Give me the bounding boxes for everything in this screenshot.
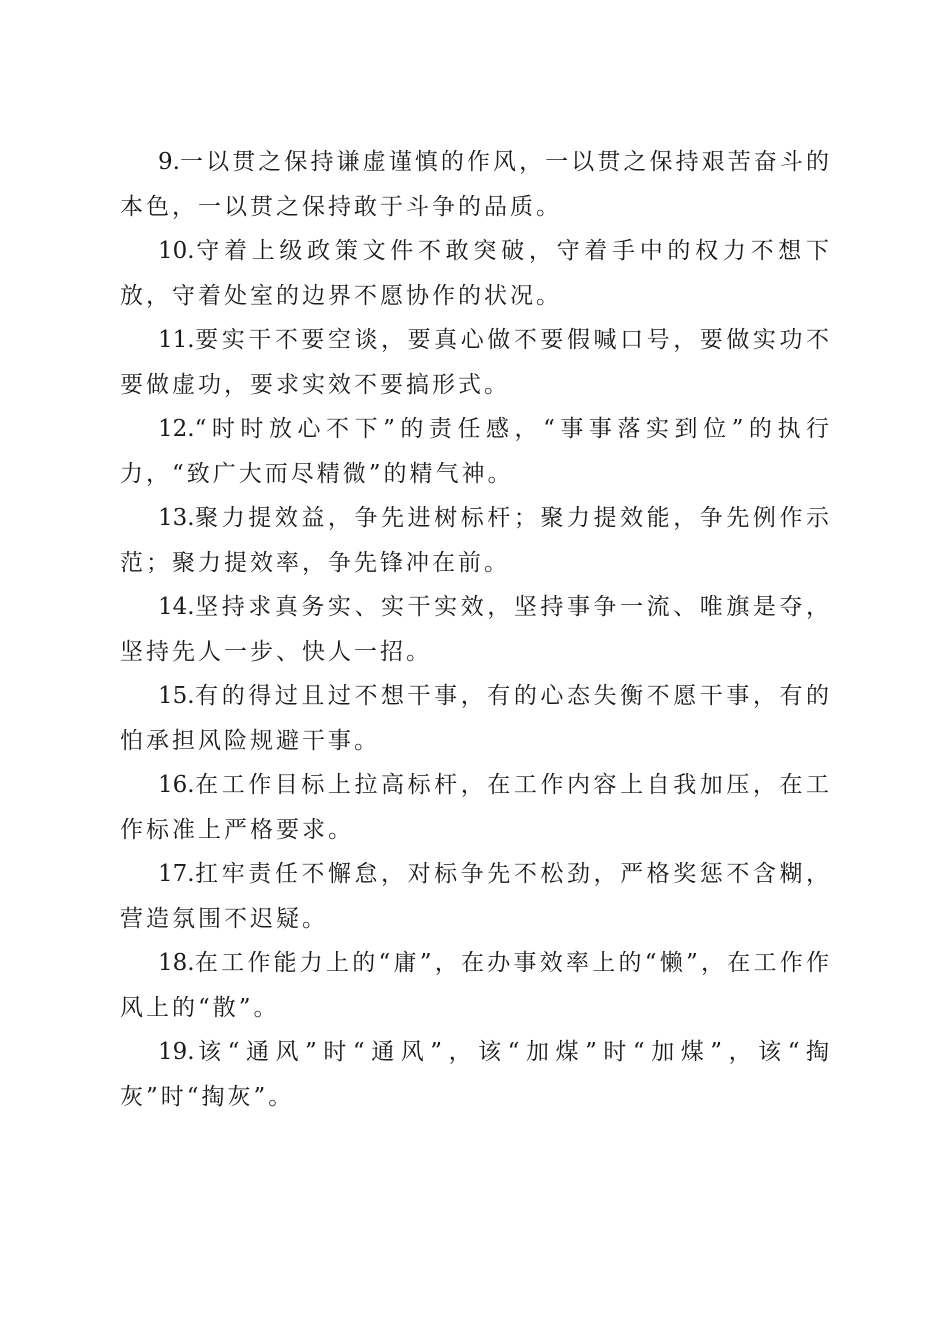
- item-number: 18.: [158, 950, 195, 976]
- list-item: [120, 140, 832, 229]
- list-item: [120, 941, 832, 1030]
- item-text: 该“通风”时“通风”，该“加煤”时“加煤”，该“掏灰”时“掏灰”。: [120, 1039, 832, 1110]
- item-text: 在工作能力上的“庸”，在办事效率上的“懒”，在工作作风上的“散”。: [120, 950, 832, 1021]
- item-text: “时时放心不下”的责任感，“事事落实到位”的执行力，“致广大而尽精微”的精气神。: [120, 416, 832, 487]
- item-text: 聚力提效益，争先进树标杆；聚力提效能，争先例作示范；聚力提效率，争先锋冲在前。: [120, 505, 832, 576]
- item-text: 一以贯之保持谦虚谨慎的作风，一以贯之保持艰苦奋斗的本色，一以贯之保持敢于斗争的品质。: [120, 149, 832, 220]
- list-item: [120, 1030, 832, 1119]
- list-item: [120, 585, 832, 674]
- list-item: [120, 496, 832, 585]
- item-text: 要实干不要空谈，要真心做不要假喊口号，要做实功不要做虚功，要求实效不要搞形式。: [120, 327, 832, 398]
- item-number: 15.: [158, 683, 195, 709]
- list-item: [120, 229, 832, 318]
- document-body: [120, 140, 832, 1119]
- item-number: 14.: [158, 594, 195, 620]
- item-text: 有的得过且过不想干事，有的心态失衡不愿干事，有的怕承担风险规避干事。: [120, 683, 832, 754]
- list-item: [120, 852, 832, 941]
- item-number: 10.: [158, 238, 195, 264]
- list-item: [120, 674, 832, 763]
- list-item: [120, 763, 832, 852]
- item-number: 13.: [158, 505, 195, 531]
- item-number: 19.: [158, 1039, 195, 1065]
- item-text: 扛牢责任不懈怠，对标争先不松劲，严格奖惩不含糊，营造氛围不迟疑。: [120, 861, 832, 932]
- list-item: [120, 318, 832, 407]
- item-number: 11.: [158, 327, 195, 353]
- item-text: 守着上级政策文件不敢突破，守着手中的权力不想下放，守着处室的边界不愿协作的状况。: [120, 238, 832, 309]
- item-number: 17.: [158, 861, 195, 887]
- item-number: 9.: [158, 149, 180, 175]
- list-item: [120, 407, 832, 496]
- item-text: 在工作目标上拉高标杆，在工作内容上自我加压，在工作标准上严格要求。: [120, 772, 832, 843]
- item-number: 16.: [158, 772, 195, 798]
- item-number: 12.: [158, 416, 195, 442]
- item-text: 坚持求真务实、实干实效，坚持事争一流、唯旗是夺，坚持先人一步、快人一招。: [120, 594, 832, 665]
